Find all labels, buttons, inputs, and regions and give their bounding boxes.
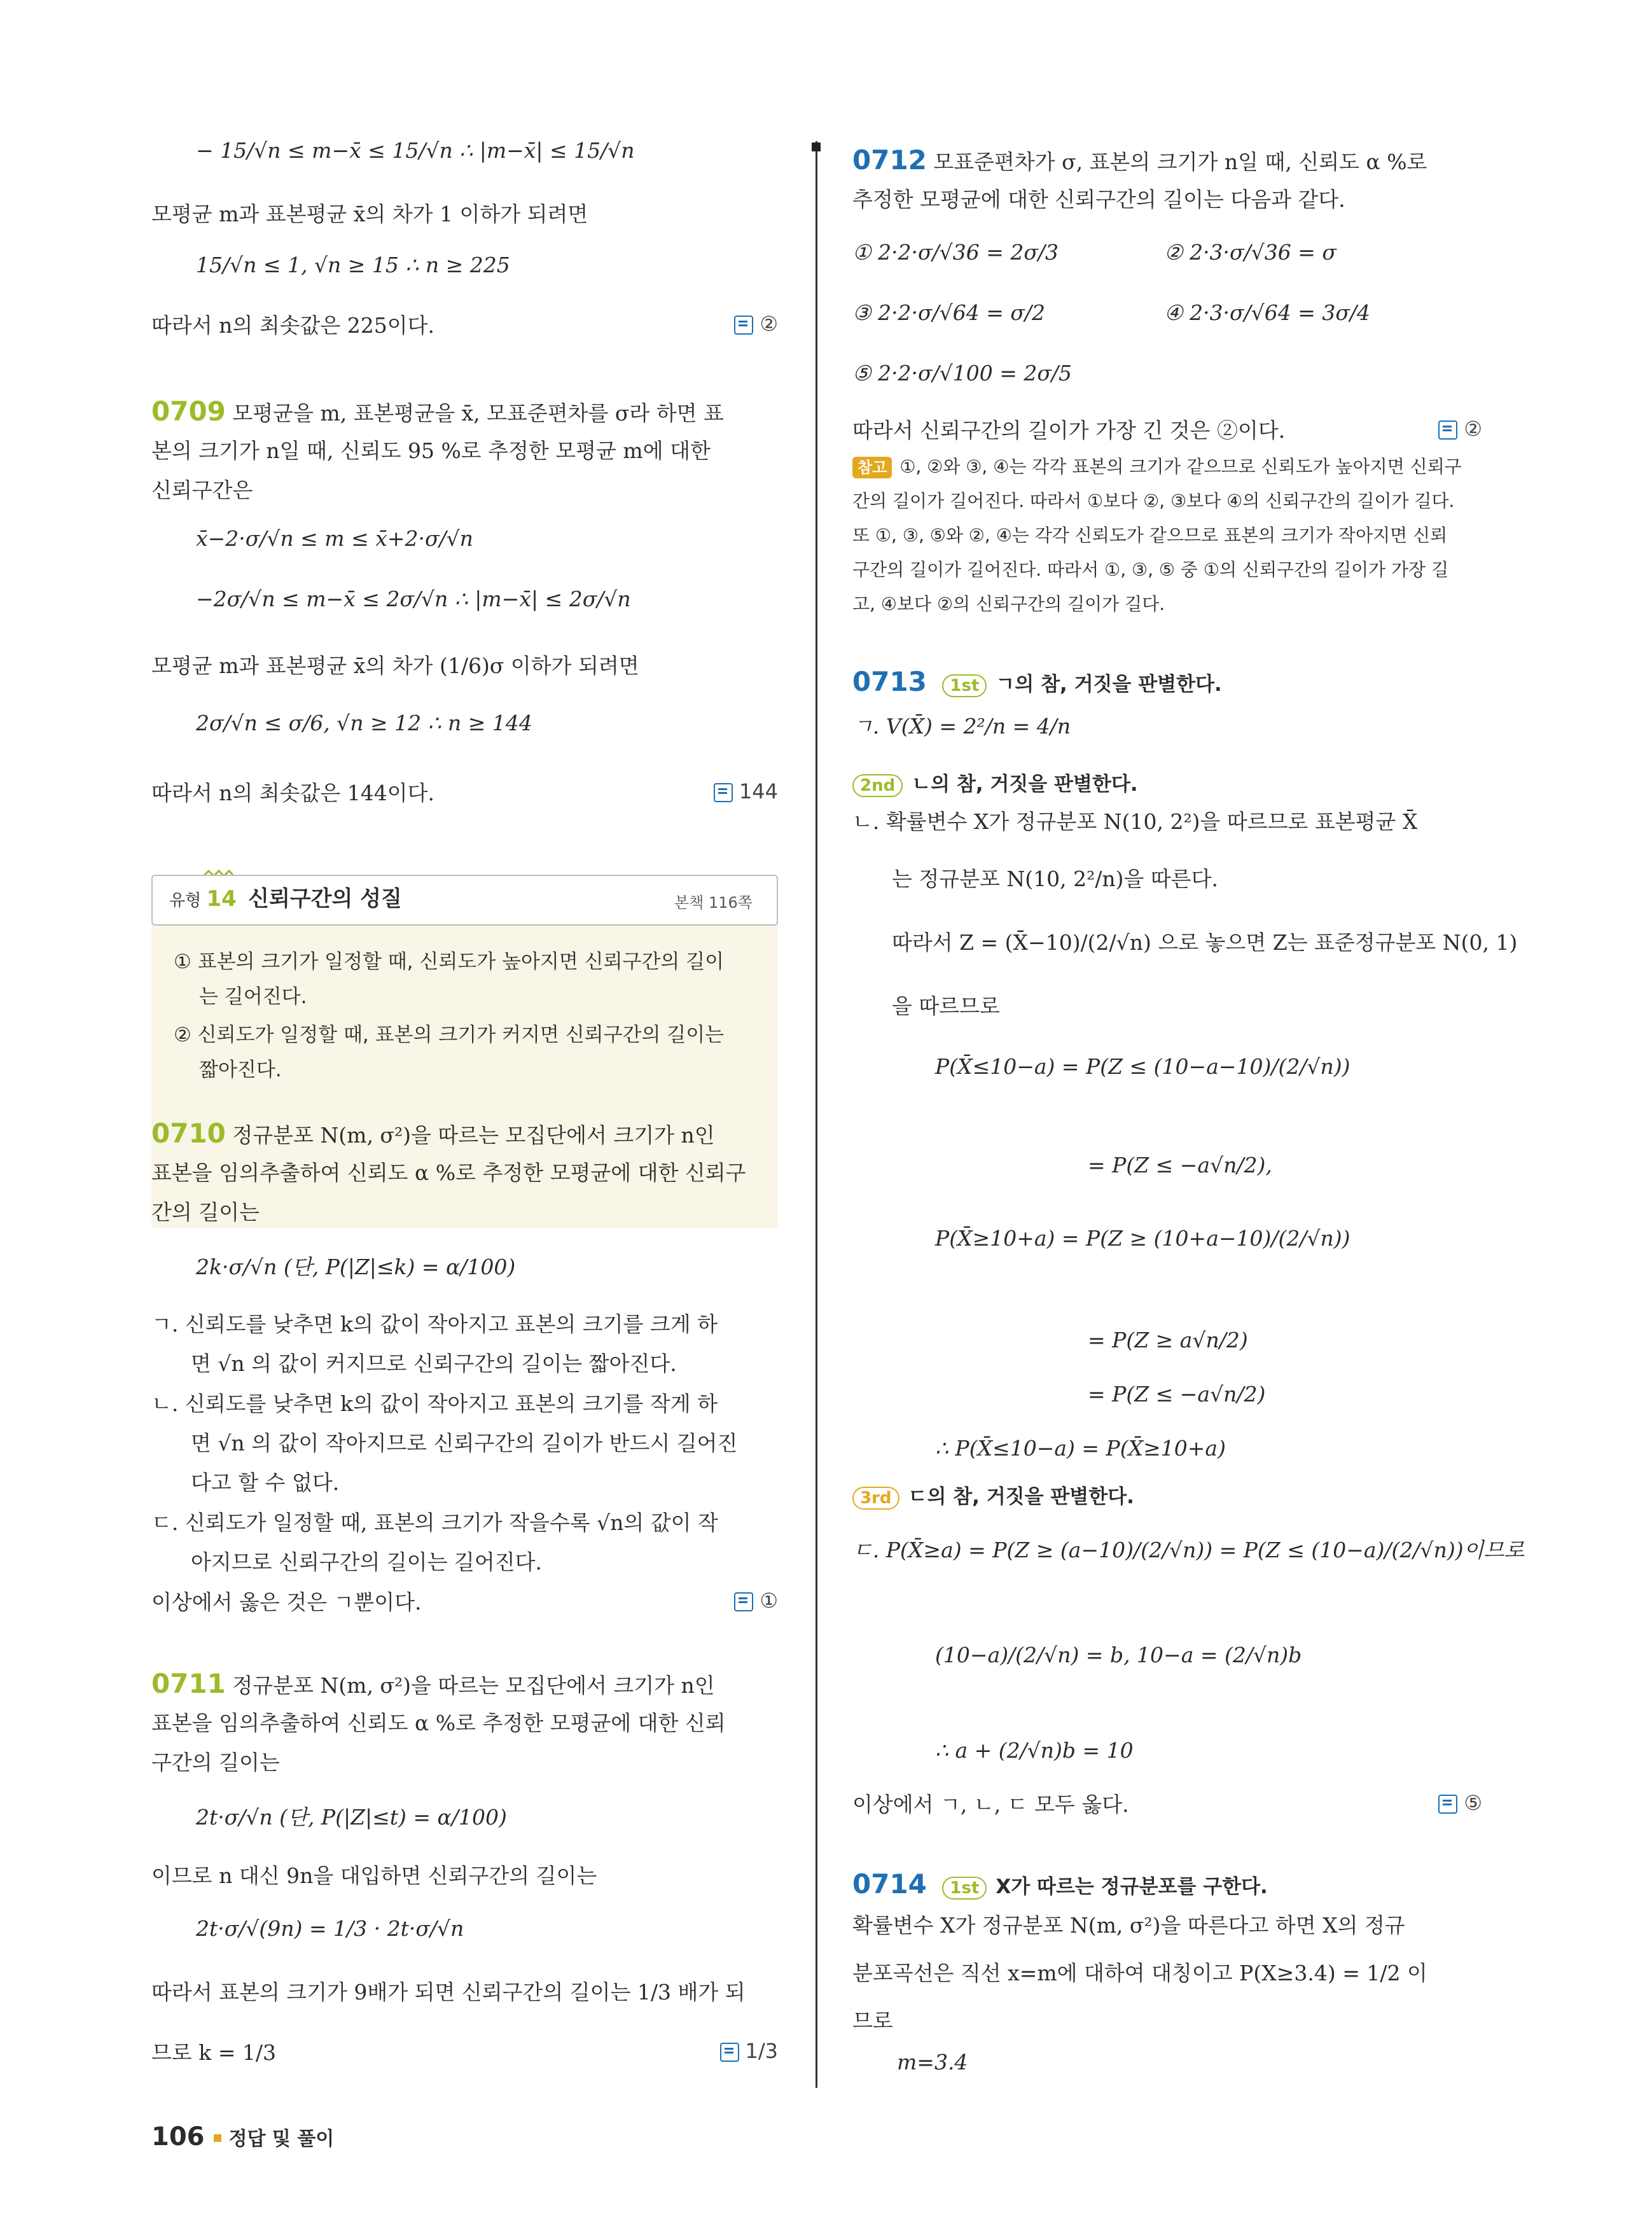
step-badge: 1st <box>942 1877 987 1900</box>
step-2: 2nd ㄴ의 참, 거짓을 판별한다. <box>852 770 1138 798</box>
conclusion: 따라서 n의 최솟값은 144이다. <box>151 781 434 805</box>
text-line: 신뢰구간은 <box>151 478 253 503</box>
text-line: 이므로 n 대신 9n을 대입하면 신뢰구간의 길이는 <box>151 1863 597 1888</box>
item-b-cont: 다고 할 수 없다. <box>191 1470 340 1495</box>
property-1-cont: 는 길어진다. <box>199 985 307 1008</box>
equation: = P(Z ≤ −a√n/2) <box>1088 1382 1266 1407</box>
text-line: 추정한 모평균에 대한 신뢰구간의 길이는 다음과 같다. <box>852 187 1345 212</box>
equation: 2t·σ/√n (단, P(|Z|≤t) = α/100) <box>196 1805 507 1830</box>
step-badge: 1st <box>942 674 987 697</box>
option-2: ② 2·3·σ/√36 = σ <box>1164 240 1336 265</box>
problem-number: 0710 <box>151 1118 226 1149</box>
equation: 2σ/√n ≤ σ/6, √n ≥ 12 ∴ n ≥ 144 <box>196 711 532 735</box>
problem-number: 0711 <box>151 1668 226 1699</box>
note: 참고 ①, ②와 ③, ④는 각각 표본의 크기가 같으므로 신뢰도가 높아지면 신뢰구 간의 길이가 길어진다. 따라서 ①보다 ②, ③보다 ④의 신뢰구간의 길이가 길다. 또 ①, ③, ⑤와 ②, ④는 각각 신뢰도가 같으므로 표본의 크기가 작아지면 신뢰 구간의 길이가 길어진다. 따라서 ①, ③, ⑤ 중 ①의 신뢰구간의 길이가 가장 길 고, ④보다 ②의 신뢰구간의 길이가 길다. <box>852 456 1462 615</box>
option-5: ⑤ 2·2·σ/√100 = 2σ/5 <box>852 361 1072 386</box>
text-line: 간의 길이는 <box>151 1200 260 1225</box>
text-line: 표본을 임의추출하여 신뢰도 α %로 추정한 모평균에 대한 신뢰구 <box>151 1160 746 1185</box>
equation: P(X̄≥10+a) = P(Z ≥ (10+a−10)/(2/√n)) <box>935 1226 1350 1251</box>
equation: ㄱ. V(X̄) = 2²/n = 4/n <box>852 714 1071 739</box>
problem-number: 0712 <box>852 144 927 176</box>
answer: ① <box>734 1588 778 1613</box>
conclusion: 이상에서 옳은 것은 ㄱ뿐이다. <box>151 1590 422 1615</box>
column-divider <box>816 141 817 2088</box>
note-label: 참고 <box>852 457 892 478</box>
conclusion: 따라서 신뢰구간의 길이가 가장 긴 것은 ②이다. <box>852 418 1286 443</box>
equation: ∴ a + (2/√n)b = 10 <box>935 1738 1134 1763</box>
answer: 144 <box>714 779 778 803</box>
equation: x̄−2·σ/√n ≤ m ≤ x̄+2·σ/√n <box>196 526 473 551</box>
problem-0714: 0714 1st X가 따르는 정규분포를 구한다. <box>852 1868 1268 1900</box>
text-line: 본의 크기가 n일 때, 신뢰도 95 %로 추정한 모평균 m에 대한 <box>151 438 711 463</box>
problem-0709: 0709 모평균을 m, 표본평균을 x̄, 모표준편차를 σ라 하면 표 <box>151 396 724 427</box>
type-title: 신뢰구간의 성질 <box>248 886 402 912</box>
text-line: ㄴ. 확률변수 X가 정규분포 N(10, 2²)을 따르므로 표본평균 X̄ <box>852 809 1418 834</box>
text-line: 을 따르므로 <box>892 994 1000 1018</box>
answer: ② <box>734 312 778 336</box>
page-footer <box>151 2122 334 2151</box>
problem-0711: 0711 정규분포 N(m, σ²)을 따르는 모집단에서 크기가 n인 <box>151 1668 715 1699</box>
equation: = P(Z ≤ −a√n/2), <box>1088 1153 1272 1178</box>
problem-0713: 0713 1st ㄱ의 참, 거짓을 판별한다. <box>852 666 1222 697</box>
item-a-cont: 면 √n 의 값이 커지므로 신뢰구간의 길이는 짧아진다. <box>191 1351 677 1376</box>
item-a: ㄱ. 신뢰도를 낮추면 k의 값이 작아지고 표본의 크기를 크게 하 <box>151 1312 718 1337</box>
text-line: 분포곡선은 직선 x=m에 대하여 대칭이고 P(X≥3.4) = 1/2 이 <box>852 1961 1427 1985</box>
bullet-icon <box>214 2134 221 2142</box>
step-badge: 2nd <box>852 774 903 797</box>
text-line: 확률변수 X가 정규분포 N(m, σ²)을 따른다고 하면 X의 정규 <box>852 1913 1405 1938</box>
type-number: 14 <box>206 886 237 912</box>
item-b: ㄴ. 신뢰도를 낮추면 k의 값이 작아지고 표본의 크기를 작게 하 <box>151 1391 718 1416</box>
item-c-cont: 아지므로 신뢰구간의 길이는 길어진다. <box>191 1550 543 1574</box>
equation: ∴ P(X̄≤10−a) = P(X̄≥10+a) <box>935 1436 1226 1461</box>
equation: −2σ/√n ≤ m−x̄ ≤ 2σ/√n ∴ |m−x̄| ≤ 2σ/√n <box>196 587 631 611</box>
equation: = P(Z ≥ a√n/2) <box>1088 1328 1248 1352</box>
equation: 2k·σ/√n (단, P(|Z|≤k) = α/100) <box>196 1255 516 1279</box>
text-line: 므로 k = 1/3 <box>151 2040 276 2065</box>
property-1: ① 표본의 크기가 일정할 때, 신뢰도가 높아지면 신뢰구간의 길이 <box>174 950 725 973</box>
problem-number: 0709 <box>151 396 226 427</box>
problem-number: 0713 <box>852 666 927 697</box>
answer-icon <box>1438 1795 1457 1814</box>
problem-0710: 0710 정규분포 N(m, σ²)을 따르는 모집단에서 크기가 n인 <box>151 1118 715 1149</box>
answer: ⑤ <box>1438 1791 1482 1815</box>
text-line: 므로 <box>852 2008 893 2033</box>
equation: P(X̄≤10−a) = P(Z ≤ (10−a−10)/(2/√n)) <box>935 1054 1350 1079</box>
page-number: 106 <box>151 2122 205 2151</box>
option-3: ③ 2·2·σ/√64 = σ/2 <box>852 300 1045 325</box>
step-3: 3rd ㄷ의 참, 거짓을 판별한다. <box>852 1482 1134 1511</box>
divider-marker <box>812 142 821 151</box>
property-2-cont: 짧아진다. <box>199 1059 282 1081</box>
option-4: ④ 2·3·σ/√64 = 3σ/4 <box>1164 300 1370 325</box>
text-line: 표본을 임의추출하여 신뢰도 α %로 추정한 모평균에 대한 신뢰 <box>151 1711 726 1735</box>
step-badge: 3rd <box>852 1487 899 1510</box>
equation: ㄷ. P(X̄≥a) = P(Z ≥ (a−10)/(2/√n)) = P(Z ≤ (10−a)/(2/√n))이므로 <box>852 1538 1525 1562</box>
answer: ② <box>1438 417 1482 441</box>
type-label: 유형 14 신뢰구간의 성질 <box>169 886 402 912</box>
item-c: ㄷ. 신뢰도가 일정할 때, 표본의 크기가 작을수록 √n의 값이 작 <box>151 1510 718 1535</box>
problem-number: 0714 <box>852 1868 927 1900</box>
equation: m=3.4 <box>897 2050 968 2075</box>
text-line: 는 정규분포 N(10, 2²/n)을 따른다. <box>892 866 1219 891</box>
text-line: 구간의 길이는 <box>151 1750 280 1775</box>
equation: − 15/√n ≤ m−x̄ ≤ 15/√n ∴ |m−x̄| ≤ 15/√n <box>196 138 635 163</box>
problem-0712: 0712 모표준편차가 σ, 표본의 크기가 n일 때, 신뢰도 α %로 <box>852 144 1427 176</box>
equation: 15/√n ≤ 1, √n ≥ 15 ∴ n ≥ 225 <box>196 253 510 277</box>
conclusion: 이상에서 ㄱ, ㄴ, ㄷ 모두 옳다. <box>852 1792 1129 1817</box>
item-b-cont: 면 √n 의 값이 작아지므로 신뢰구간의 길이가 반드시 길어진 <box>191 1431 738 1456</box>
property-2: ② 신뢰도가 일정할 때, 표본의 크기가 커지면 신뢰구간의 길이는 <box>174 1024 725 1046</box>
equation: 2t·σ/√(9n) = 1/3 · 2t·σ/√n <box>196 1916 464 1941</box>
conclusion: 따라서 n의 최솟값은 225이다. <box>151 313 434 338</box>
answer-icon <box>714 783 733 802</box>
answer-icon <box>1438 420 1457 440</box>
answer-icon <box>720 2043 739 2062</box>
footer-title: 정답 및 풀이 <box>228 2128 335 2150</box>
answer-icon <box>734 316 753 335</box>
answer-icon <box>734 1592 753 1611</box>
text-line: 모평균 m과 표본평균 x̄의 차가 (1/6)σ 이하가 되려면 <box>151 653 639 678</box>
type-ref: 본책 116쪽 <box>674 894 753 912</box>
option-1: ① 2·2·σ/√36 = 2σ/3 <box>852 240 1059 265</box>
text-line: 모평균 m과 표본평균 x̄의 차가 1 이하가 되려면 <box>151 202 588 226</box>
text-line: 따라서 표본의 크기가 9배가 되면 신뢰구간의 길이는 1/3 배가 되 <box>151 1980 746 2005</box>
answer: 1/3 <box>720 2039 779 2063</box>
text-line: 따라서 Z = (X̄−10)/(2/√n) 으로 놓으면 Z는 표준정규분포 N(0, 1) <box>892 930 1518 955</box>
equation: (10−a)/(2/√n) = b, 10−a = (2/√n)b <box>935 1643 1302 1667</box>
